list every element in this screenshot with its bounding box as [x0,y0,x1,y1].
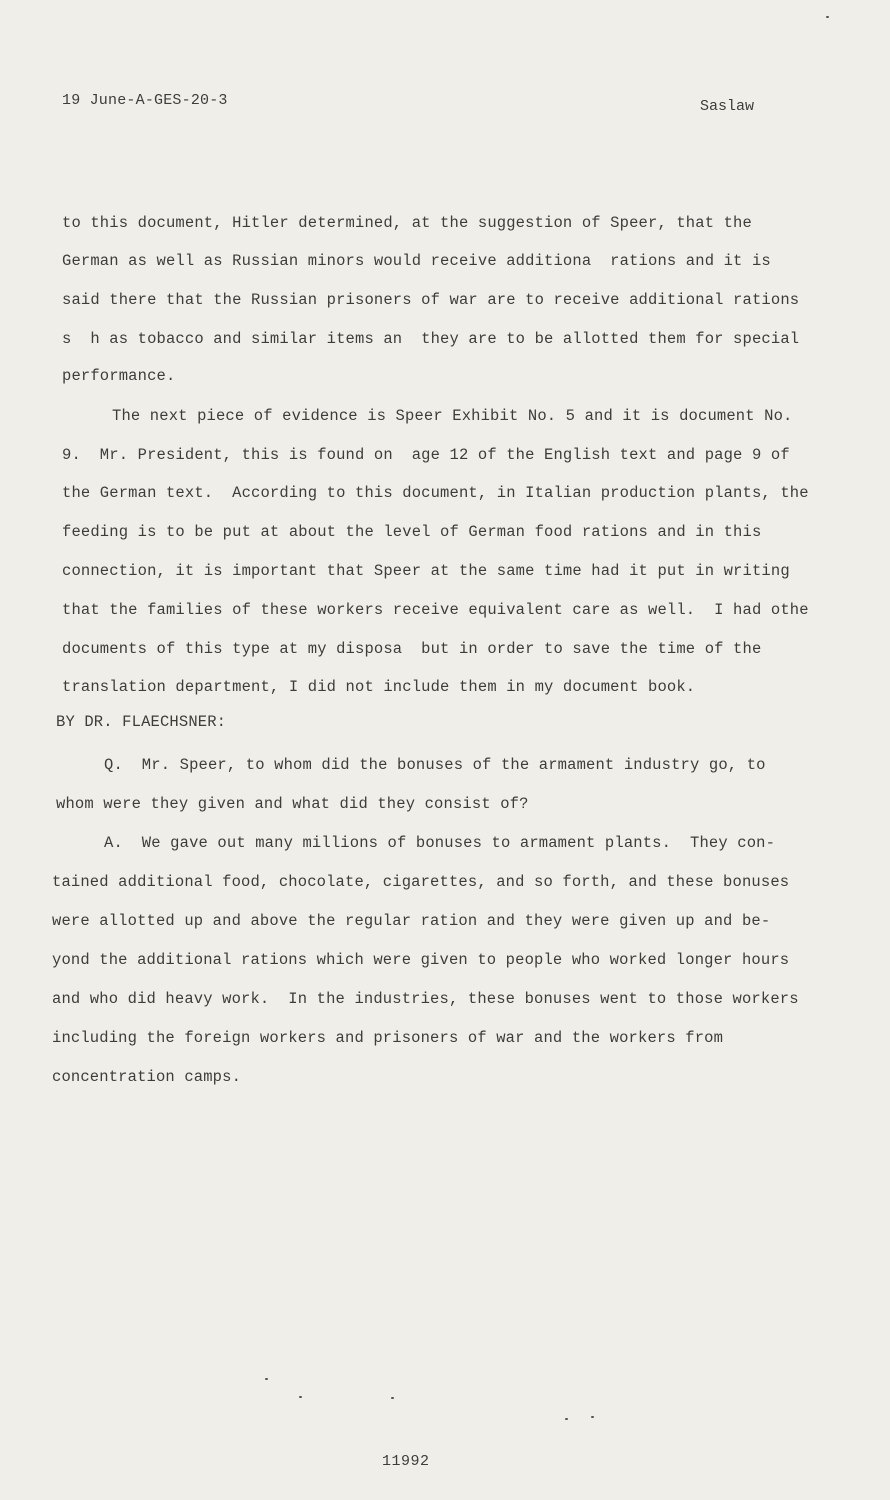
text-line: performance. [62,367,176,385]
answer-line: and who did heavy work. In the industries, these bonuses went to those workers [52,990,799,1008]
text-line: The next piece of evidence is Speer Exhibit No. 5 and it is document No. [112,407,793,425]
text-line: to this document, Hitler determined, at the suggestion of Speer, that the [62,214,752,232]
text-line: documents of this type at my disposa but in order to save the time of the [62,640,762,658]
answer-line: tained additional food, chocolate, cigarettes, and so forth, and these bonuses [52,873,790,891]
text-line: feeding is to be put at about the level of German food rations and in this [62,523,762,541]
answer-line: A. We gave out many millions of bonuses to armament plants. They con- [104,834,776,852]
text-line: said there that the Russian prisoners of war are to receive additional rations [62,291,800,309]
page-number: 11992 [382,1453,430,1470]
answer-line: concentration camps. [52,1068,242,1086]
reporter-name: Saslaw [700,98,755,115]
document-reference: 19 June-A-GES-20-3 [62,92,228,109]
text-line: 9. Mr. President, this is found on age 12 of the English text and page 9 of [62,446,790,464]
answer-line: yond the additional rations which were given to people who worked longer hours [52,951,790,969]
question-line: Q. Mr. Speer, to whom did the bonuses of the armament industry go, to [104,756,766,774]
answer-line: including the foreign workers and prisoners of war and the workers from [52,1029,724,1047]
text-line: s h as tobacco and similar items an they are to be allotted them for special [62,330,800,348]
answer-line: were allotted up and above the regular ration and they were given up and be- [52,912,771,930]
text-line: German as well as Russian minors would receive additiona rations and it is [62,252,771,270]
text-line: the German text. According to this document, in Italian production plants, the [62,484,809,502]
text-line: connection, it is important that Speer at the same time had it put in writing [62,562,790,580]
speaker-heading: BY DR. FLAECHSNER: [56,713,227,731]
question-line: whom were they given and what did they consist of? [56,795,529,813]
text-line: translation department, I did not include them in my document book. [62,678,696,696]
text-line: that the families of these workers receive equivalent care as well. I had othe [62,601,809,619]
